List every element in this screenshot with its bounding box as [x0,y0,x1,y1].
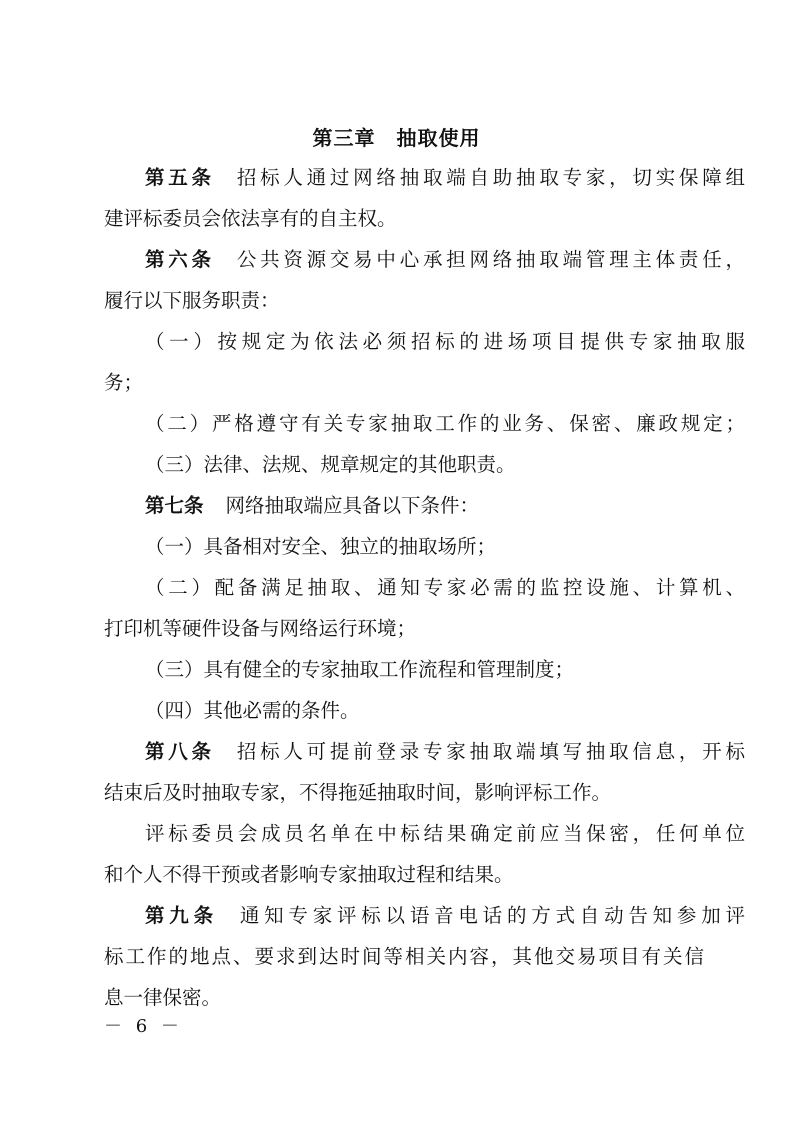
article-9-number: 第九条 [145,904,218,927]
article-7-item-2-line-1: （二）配备满足抽取、通知专家必需的监控设施、计算机、 [145,576,745,599]
article-5-line-2: 建评标委员会依法享有的自主权。 [104,207,397,230]
article-9-text-1: 通知专家评标以语音电话的方式自动告知参加评 [239,904,745,927]
article-8-line-2: 结束后及时抽取专家，不得拖延抽取时间，影响评标工作。 [104,781,612,804]
article-5-text-1: 招标人通过网络抽取端自助抽取专家，切实保障组 [236,166,745,189]
article-8-paragraph-line-1: 评标委员会成员名单在中标结果确定前应当保密，任何单位 [145,822,745,845]
article-5-line-1 [145,163,745,195]
article-9-line-3: 息一律保密。 [104,986,222,1009]
article-7-line-1 [145,491,745,523]
article-7-item-1: （一）具备相对安全、独立的抽取场所； [145,535,497,558]
article-9-line-2: 标工作的地点、要求到达时间等相关内容，其他交易项目有关信 [104,945,704,968]
article-6-text-1: 公共资源交易中心承担网络抽取端管理主体责任， [236,248,745,271]
article-6-item-1-line-2: 务； [104,371,144,394]
article-6-item-3: （三）法律、法规、规章规定的其他职责。 [145,453,516,476]
article-7-item-2-line-2: 打印机等硬件设备与网络运行环境； [104,617,417,640]
article-8-number: 第八条 [145,740,215,763]
article-6-number: 第六条 [145,248,215,271]
article-5-number: 第五条 [145,166,215,189]
chapter-title: 第三章 抽取使用 [312,126,481,150]
article-7-number: 第七条 [145,494,204,517]
article-9-line-1 [145,901,745,933]
page-number: － 6 － [104,1016,183,1037]
article-7-text-1: 网络抽取端应具备以下条件： [225,494,480,517]
article-6-line-2: 履行以下服务职责： [104,289,280,312]
article-6-item-1-line-1: （一）按规定为依法必须招标的进场项目提供专家抽取服 [145,330,745,353]
article-7-item-4: （四）其他必需的条件。 [145,699,360,722]
article-8-text-1: 招标人可提前登录专家抽取端填写抽取信息，开标 [236,740,745,763]
article-7-item-3: （三）具有健全的专家抽取工作流程和管理制度； [145,658,575,681]
article-6-line-1 [145,245,745,277]
article-6-item-2: （二）严格遵守有关专家抽取工作的业务、保密、廉政规定； [145,412,745,435]
article-8-paragraph-line-2: 和个人不得干预或者影响专家抽取过程和结果。 [104,863,514,886]
article-8-line-1 [145,737,745,769]
